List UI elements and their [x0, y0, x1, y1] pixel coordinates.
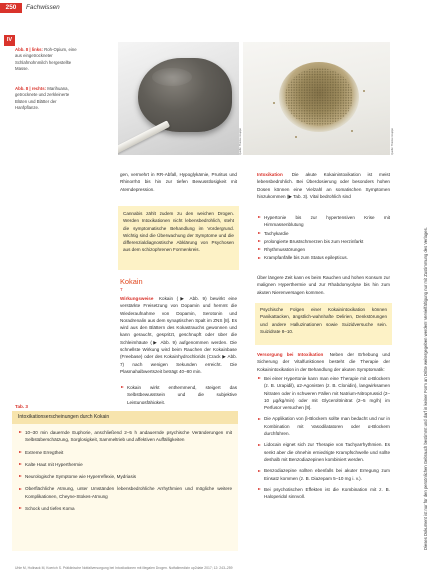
- runin-heading: Intoxikation: [257, 172, 283, 177]
- caption-label: Abb. 8 | links:: [15, 47, 43, 52]
- figure-caption-right: [15, 86, 79, 112]
- photo-credit-left: Quelle: Thieme Gruppe: [239, 128, 242, 155]
- paragraph-intoxikation: [257, 171, 390, 213]
- highlight-box-psychic: [255, 303, 392, 345]
- table-intoxication-symptoms: [12, 411, 238, 551]
- paragraph-text: Die akute Kokainintoxikation ist meist lebensbedrohlich. Bei Überdosierung oder besonders hohen Dosen können eine Vielzahl an somatischen Symptomen hinzukommen (▶ Tab. 3). Vital bedrohlich sind: [257, 172, 390, 199]
- cannabis-crumb: [295, 136, 297, 138]
- cannabis-crumb: [273, 102, 275, 104]
- highlight-box-text: Psychische Folgen einer Kokainintoxikation können Panikattacken, ängstlich-wahnhafte Delirien, Denkstörungen und andere Halluzinationen sowie Suizidversuche sein. Suizidrate 8–10.: [260, 307, 387, 334]
- caption-text: Marihuana, getrocknete und zerkleinerte Blüten und Blätter der Hanfpflanze.: [15, 86, 70, 111]
- section-title: Fachwissen: [26, 4, 60, 11]
- table-row: 10–30 min dauernde Euphorie, anschließend 2–5 h andauernde psychische Veränderungen mit Selbstüberschätzung, Sorglosigkeit, Sammeltrieb und affektiven Auffälligkeiten: [18, 429, 232, 444]
- list-item: Hypertonie bis zur hypertensiven Krise mit Hirnmassenblutung: [257, 214, 390, 229]
- table-row: Extreme Erregtheit: [18, 449, 232, 456]
- paragraph-continuation: gen, vermehrt in RR-Abfall, Hypoglykämie, Pruritus und Rhinorrhö bis hin zur tiefen Bewusstlosigkeit mit Atemdepression.: [120, 172, 237, 192]
- paragraph-text: Neben der Erhebung und Sicherung der Vitalfunktionen besteht die Therapie der Kokainintoxikation in der Behandlung der akuten Symptomatik:: [257, 352, 390, 372]
- list-item: Kokain wirkt enthemmend, steigert das Selbstbewusstsein und die subjektive Leistungsfähigkeit.: [120, 384, 237, 404]
- chapter-tag: IV: [4, 35, 15, 46]
- caption-label: Abb. 8 | rechts:: [15, 86, 47, 91]
- list-item: Die Applikation von β-Blockern sollte man bedacht und nur in Kombination mit Vasodilatatoren oder α-Blockern durchführen.: [257, 415, 390, 437]
- runin-heading: Wirkungsweise: [120, 296, 154, 301]
- bullet-list-kokain: [120, 384, 237, 404]
- bullet-list-vital-threats: [257, 214, 390, 273]
- bullet-list-therapy: [257, 375, 390, 555]
- list-item: Lidocain eignet sich zur Therapie von Tachyarrhythmien. Es senkt aber die ohnehin erniedrigte Krampfschwelle und sollte deshalb mit Benzodiazepinen kombiniert werden.: [257, 441, 390, 463]
- pencil: [118, 120, 170, 154]
- copyright-watermark: Dieses Dokument ist nur für den persönlichen Gebrauch bestimmt und darf in keiner Form an Dritte weitergegeben werden! Vervielfältigung nur mit Zustimmung des Verlages.: [423, 227, 428, 550]
- caption-text: Roh-Opium, eine aus eingetrockneter Schlafmohnmilch hergestellte Masse.: [15, 47, 77, 72]
- runin-heading: Versorgung bei Intoxikation: [257, 352, 324, 357]
- page-footer-citation: Uhle M, Hollnack M, Koerich S. Präklinische Notfallversorgung bei Intoxikationen mit illegalen Drogen. Notfallmedizin up2date 2017; 12: 243–259: [15, 566, 233, 570]
- paragraph-wirkungsweise: [120, 295, 237, 383]
- table-row: Oberflächliche Atmung, unter Umständen lebensbedrohliche Arrhythmien und mögliche weitere Komplikationen, Cheyne-Stokes-Atmung: [18, 485, 232, 500]
- paragraph-text: Kokain (▶ Abb. 9) bewirkt eine verstärkte Freisetzung von Dopamin und hemmt die Wiederaufnahme von Dopamin, Serotonin und Noradrenalin aus dem synaptischen Spalt im ZNS [8]. Es wird aus den Blättern des Kokastrauchs gewonnen und kann geraucht, gespritzt, geschnupft oder über die Schleimhäute (▶ Abb. 9) aufgenommen werden. Die schnellste Wirkung wird beim Rauchen der Kokainbase (Freebase) oder des Kokainhydrochlorids (Crack ▶ Abb. 7) nach wenigen Sekunden erreicht. Die Plasmahalbwertszeit beträgt 40–80 min.: [120, 296, 237, 374]
- list-item: Tachykardie: [257, 230, 390, 237]
- table-row: Neurologische Symptome wie Hyperreflexie, Mydriasis: [18, 473, 232, 480]
- opium-highlight: [152, 68, 192, 86]
- cannabis-crumb: [351, 130, 353, 132]
- section-heading-kokain: Kokain: [120, 277, 143, 286]
- table-row: Schock und tiefes Koma: [18, 505, 232, 512]
- page-number: 250: [0, 3, 22, 13]
- section-marker: T: [120, 287, 123, 292]
- photo-raw-opium: [118, 42, 239, 155]
- highlight-box-text: Cannabis zählt zudem zu den weichen Drogen. Werden Intoxikationen nicht lebensbedrohlich, steht die symptomatische Behandlung im Vordergrund. Wichtig sind die Überwachung der Symptome und die differenzialdiagnostische Abklärung von Psychosen aus dem schizophrenen Formenkreis.: [123, 211, 234, 253]
- paragraph-complications: Über längere Zeit kann es beim Rauchen und hohen Konsum zur malignen Hyperthermie und zur Rhabdomyolyse bis hin zum akuten Nierenversagen kommen.: [257, 275, 390, 295]
- list-item: Krampfanfälle bis zum Status epilepticus.: [257, 254, 390, 261]
- table-title: Intoxikationserscheinungen durch Kokain: [12, 411, 238, 424]
- photo-credit-right: Quelle: Thieme Gruppe: [391, 128, 394, 155]
- opium-lump: [138, 58, 232, 132]
- paragraph-versorgung: [257, 351, 390, 374]
- highlight-box-cannabis: [118, 206, 239, 270]
- list-item: Rhythmusstörungen: [257, 246, 390, 253]
- cannabis-crumb: [363, 90, 365, 92]
- photo-marihuana: [243, 42, 390, 155]
- table-list: [12, 424, 238, 512]
- list-item: Benzodiazepine sollten ebenfalls bei akuter Erregung zum Einsatz kommen (z. B. Diazepam 5–10 mg i. v.).: [257, 467, 390, 482]
- table-row: Kalte Haut mit Hyperthermie: [18, 461, 232, 468]
- table-label: Tab. 3: [15, 404, 28, 409]
- list-item: Bei einer Hypertonie kann man eine Therapie mit α-Blockern (z. B. Urapidil), α2-Agonisten (z. B. Clonidin), langwirksamen Nitraten oder in schweren Fällen mit Natrium-Nitroprussid (2–10 µg/kg/min) oder mit Glyceroltrinitrat (2–5 mg/h) im Perfusor versuchen [8].: [257, 375, 390, 411]
- figure-caption-left: [15, 47, 79, 73]
- cannabis-texture: [285, 68, 353, 126]
- list-item: prolongierte Brustschmerzen bis zum Herzinfarkt: [257, 238, 390, 245]
- list-item: Bei psychotischen Effekten ist die Kombination mit z. B. Haloperidol sinnvoll.: [257, 486, 390, 501]
